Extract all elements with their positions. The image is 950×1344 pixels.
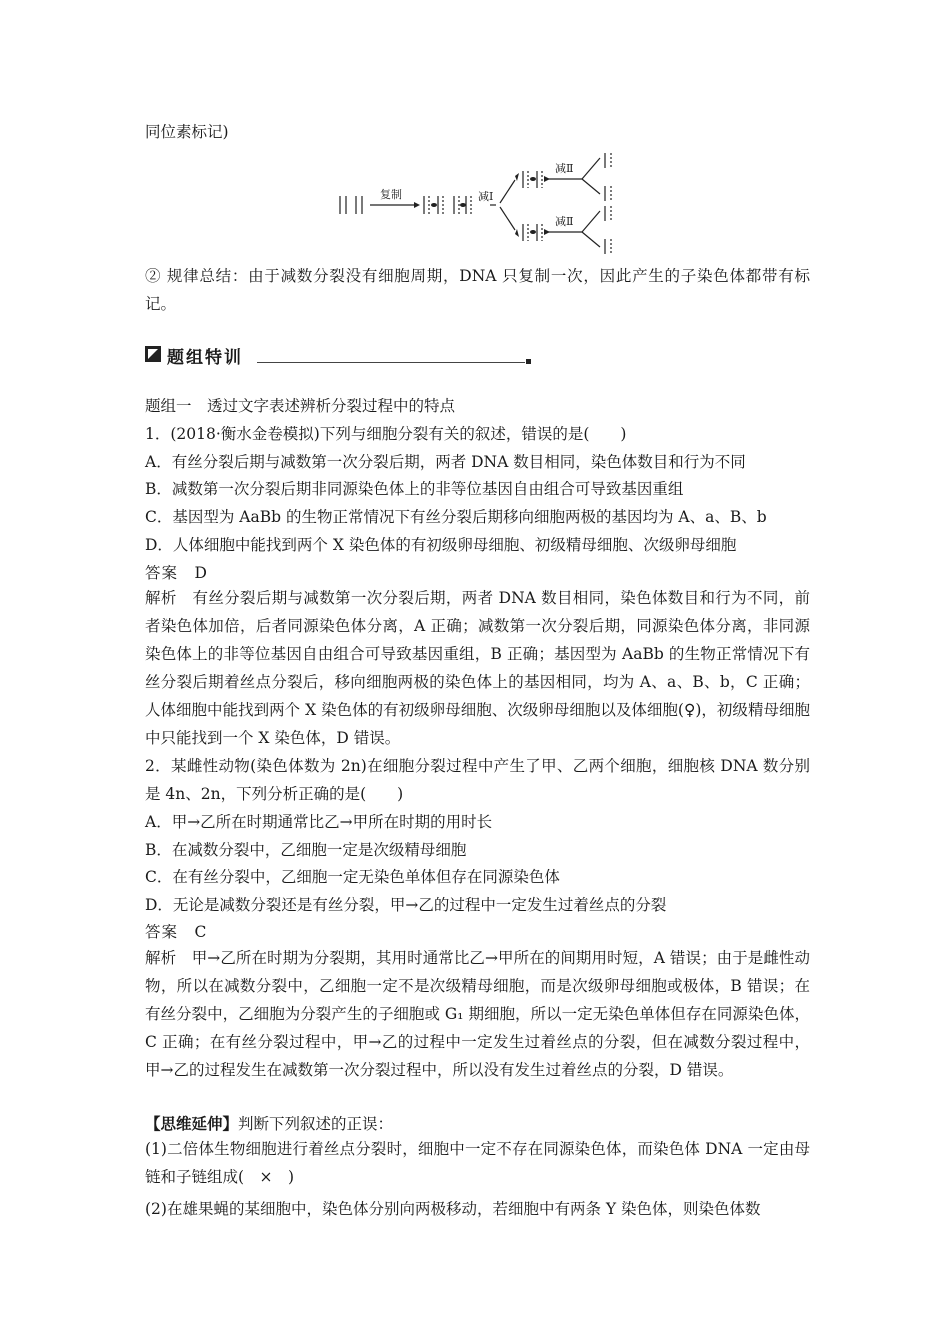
q1-stem: 1．(2018·衡水金卷模拟)下列与细胞分裂有关的叙述，错误的是( ) — [145, 425, 627, 443]
section-rule — [257, 362, 525, 363]
extension-intro: 判断下列叙述的正误： — [238, 1115, 394, 1133]
q2-answer: 答案 C — [145, 923, 208, 941]
section-header — [145, 343, 535, 367]
q2-option-c: C．在有丝分裂中，乙细胞一定无染色单体但存在同源染色体 — [145, 868, 560, 886]
q2-analysis: 解析 甲→乙所在时期为分裂期，其用时通常比乙→甲所在的间期用时短，A 错误；由于是雌性动物，所以在减数分裂中，乙细胞一定不是次级精母细胞，而是次级卵母细胞或极体，B 错误；在有丝分裂中，乙细胞为分裂产生的子细胞或 G₁ 期细胞，所以一定无染色单体但存在同源染色体，C 正确；在有丝分裂过程中，甲→乙的过程中一定发生过着丝点的分裂，但在减数分裂过程中，甲→乙的过程发生在减数第一次分裂过程中，所以没有发生过着丝点的分裂，D 错误。 — [145, 949, 810, 1079]
q2-option-d: D．无论是减数分裂还是有丝分裂，甲→乙的过程中一定发生过着丝点的分裂 — [145, 896, 667, 914]
q1-analysis: 解析 有丝分裂后期与减数第一次分裂后期，两者 DNA 数目相同，染色体数目和行为不同，前者染色体加倍，后者同源染色体分离，A 正确；减数第一次分裂后期，同源染色体分离，非同源染色体上的非等位基因自由组合可导致基因重组，B 正确；基因型为 AaBb 的生物正常情况下有丝分裂后期着丝点分裂后，移向细胞两极的染色体上的基因相同，均为 A、a、B、b，C 正确；人体细胞中能找到两个 X 染色体的有初级卵母细胞、次级卵母细胞以及体细胞(♀)，初级精母细胞中只能找到一个 X 染色体，D 错误。 — [145, 589, 810, 747]
section-dot — [526, 359, 531, 364]
q1-option-c: C．基因型为 AaBb 的生物正常情况下有丝分裂后期移向细胞两极的基因均为 A、a、B、b — [145, 508, 767, 526]
top-text: 同位素标记) — [145, 123, 229, 141]
section-icon — [145, 346, 161, 362]
q2-option-a: A．甲→乙所在时期通常比乙→甲所在时期的用时长 — [145, 813, 493, 831]
label-meiosis2-bottom: 减Ⅱ — [555, 215, 574, 228]
q1-answer: 答案 D — [145, 564, 208, 582]
extension-label: 【思维延伸】 — [145, 1114, 239, 1133]
group1-title: 题组一 透过文字表述辨析分裂过程中的特点 — [145, 397, 456, 415]
extension-item-1: (1)二倍体生物细胞进行着丝点分裂时，细胞中一定不存在同源染色体，而染色体 DNA 一定由母链和子链组成( × ) — [145, 1140, 810, 1186]
q1-option-d: D．人体细胞中能找到两个 X 染色体的有初级卵母细胞、初级精母细胞、次级卵母细胞 — [145, 536, 737, 554]
chromosome-replication-diagram — [330, 148, 630, 258]
q2-option-b: B．在减数分裂中，乙细胞一定是次级精母细胞 — [145, 841, 467, 859]
label-meiosis1: 减Ⅰ — [478, 190, 494, 203]
label-copy: 复制 — [380, 188, 402, 201]
rule-summary: ② 规律总结：由于减数分裂没有细胞周期，DNA 只复制一次，因此产生的子染色体都带有标记。 — [145, 267, 810, 313]
q1-option-b: B．减数第一次分裂后期非同源染色体上的非等位基因自由组合可导致基因重组 — [145, 480, 684, 498]
extension-heading — [145, 1114, 393, 1134]
section-title: 题组特训 — [167, 348, 243, 368]
q2-stem: 2．某雌性动物(染色体数为 2n)在细胞分裂过程中产生了甲、乙两个细胞，细胞核 DNA 数分别是 4n、2n，下列分析正确的是( ) — [145, 757, 810, 803]
label-meiosis2-top: 减Ⅱ — [555, 162, 574, 175]
q1-option-a: A．有丝分裂后期与减数第一次分裂后期，两者 DNA 数目相同，染色体数目和行为不同 — [145, 453, 746, 471]
extension-item-2: (2)在雄果蝇的某细胞中，染色体分别向两极移动，若细胞中有两条 Y 染色体，则染色体数 — [145, 1200, 761, 1218]
